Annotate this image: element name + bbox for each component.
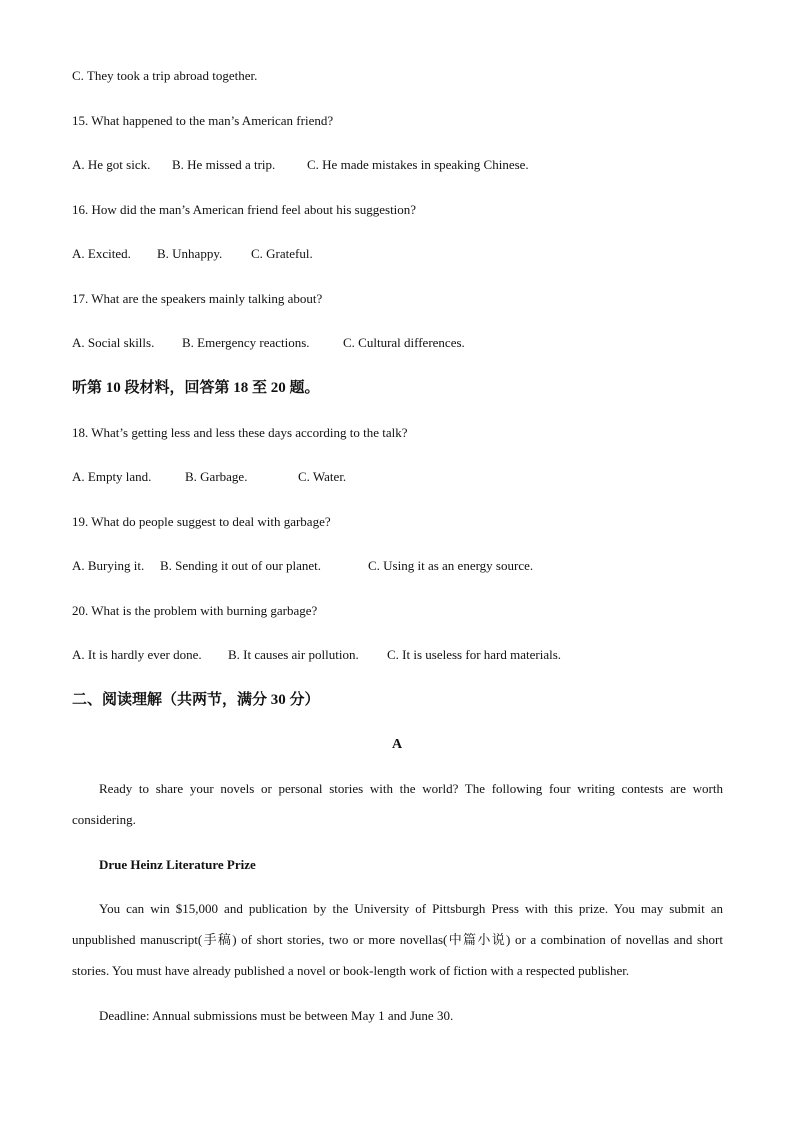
q16-option-a: A. Excited. (72, 246, 131, 261)
q17-options (72, 335, 465, 351)
q19-option-a: A. Burying it. (72, 558, 145, 573)
q15-option-b: B. He missed a trip. (172, 157, 276, 172)
q18-option-a: A. Empty land. (72, 469, 152, 484)
section10-heading: 听第 10 段材料，回答第 18 至 20 题。 (72, 380, 320, 396)
q16-question: 16. How did the man’s American friend feel about his suggestion? (72, 202, 417, 217)
q16-option-b: B. Unhappy. (157, 246, 223, 261)
q19-option-b: B. Sending it out of our planet. (160, 558, 322, 573)
q18-options (72, 469, 346, 485)
q19-question: 19. What do people suggest to deal with garbage? (72, 514, 331, 529)
q18-option-b: B. Garbage. (185, 469, 248, 484)
q20-options (72, 647, 561, 663)
q14-option-c: C. They took a trip abroad together. (72, 68, 258, 83)
q20-option-c: C. It is useless for hard materials. (387, 647, 562, 662)
q20-option-b: B. It causes air pollution. (228, 647, 359, 662)
passage-label: A (391, 737, 403, 752)
q19-option-c: C. Using it as an energy source. (368, 558, 534, 573)
q15-question: 15. What happened to the man’s American friend? (72, 113, 334, 128)
q20-option-a: A. It is hardly ever done. (72, 647, 202, 662)
contest-body: You can win $15,000 and publication by the University of Pittsburgh Press with this prize. You may submit an unpublished manuscript(手稿) of short stories, two or more novellas(中篇小说) or a combination of novellas and short stories. You must have already published a novel or book-length work of fiction with a respected publisher. (72, 901, 723, 978)
contest-deadline: Deadline: Annual submissions must be between May 1 and June 30. (99, 1008, 454, 1023)
q17-option-a: A. Social skills. (72, 335, 155, 350)
reading-section-heading: 二、阅读理解（共两节，满分 30 分） (72, 692, 320, 708)
contest-title: Drue Heinz Literature Prize (99, 857, 256, 872)
q20-question: 20. What is the problem with burning garbage? (72, 603, 318, 618)
q18-question: 18. What’s getting less and less these days according to the talk? (72, 425, 408, 440)
q17-question: 17. What are the speakers mainly talking about? (72, 291, 323, 306)
q15-option-c: C. He made mistakes in speaking Chinese. (307, 157, 529, 172)
q18-option-c: C. Water. (298, 469, 347, 484)
q19-options (72, 558, 533, 574)
q16-options (72, 246, 313, 262)
q17-option-b: B. Emergency reactions. (182, 335, 310, 350)
passage-intro: Ready to share your novels or personal stories with the world? The following four writing contests are worth considering. (72, 781, 723, 827)
q15-options (72, 157, 529, 173)
q16-option-c: C. Grateful. (251, 246, 313, 261)
q15-option-a: A. He got sick. (72, 157, 151, 172)
q17-option-c: C. Cultural differences. (343, 335, 465, 350)
